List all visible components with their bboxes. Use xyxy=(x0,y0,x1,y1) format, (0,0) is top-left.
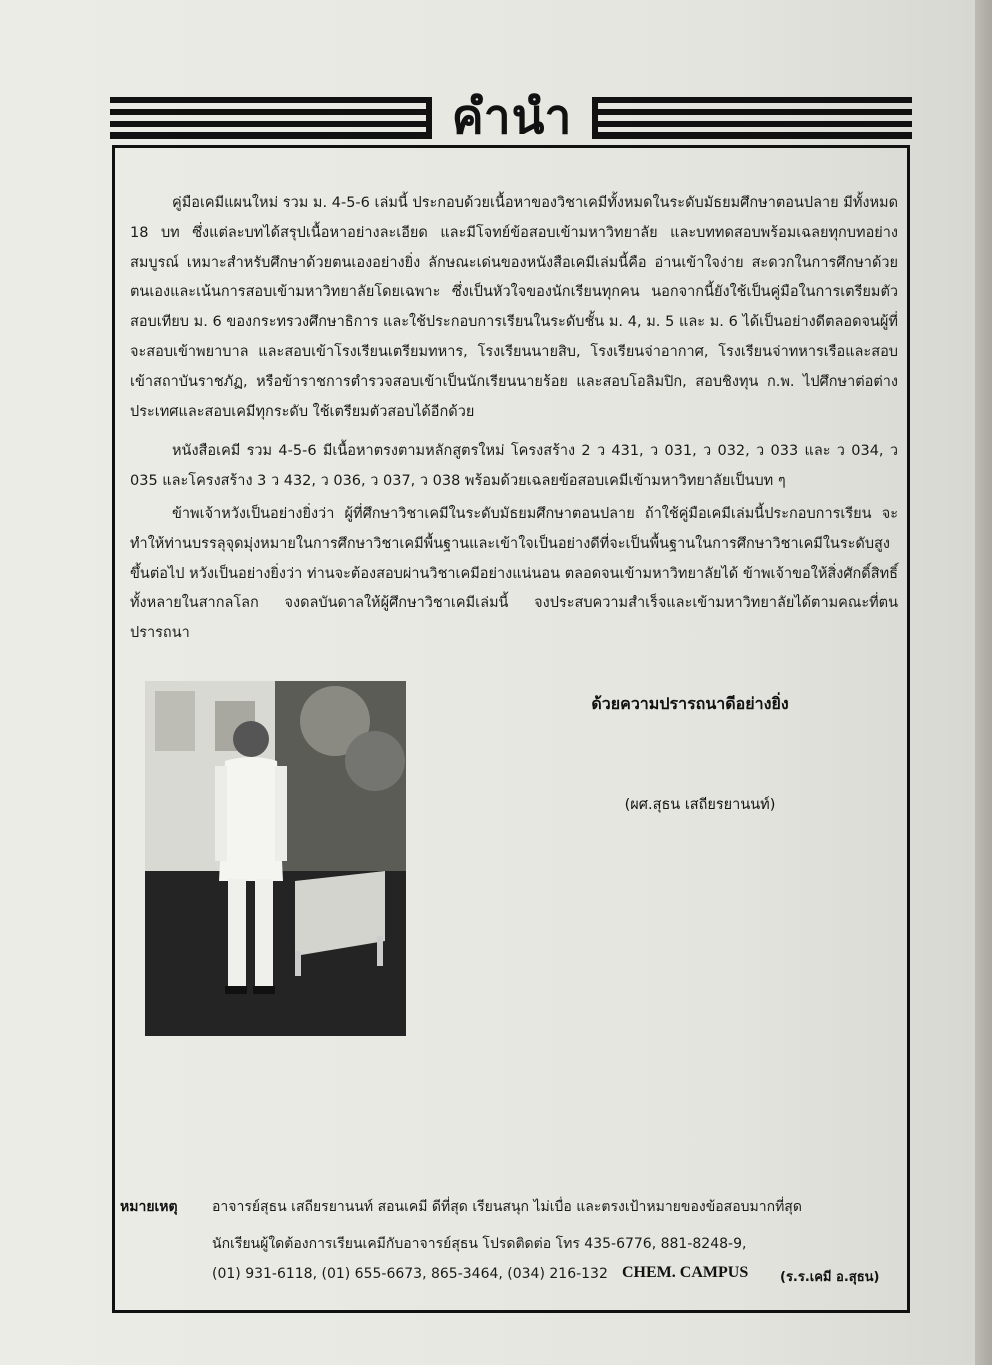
title-stripes-right xyxy=(592,97,912,139)
note-label: หมายเหตุ xyxy=(120,1199,178,1215)
page-edge xyxy=(975,0,992,1365)
note-line-1: อาจารย์สุธน เสถียรยานนท์ สอนเคมี ดีที่สุด เรียนสนุก ไม่เบื่อ และตรงเป้าหมายของข้อสอบมากที่สุด xyxy=(212,1199,802,1215)
intro-paragraph-3: ข้าพเจ้าหวังเป็นอย่างยิ่งว่า ผู้ที่ศึกษาวิชาเคมีในระดับมัธยมศึกษาตอนปลาย ถ้าใช้คู่มือเคมีเล่มนี้ประกอบการเรียน จะทำให้ท่านบรรลุจุดมุ่งหมายในการศึกษาวิชาเคมีพื้นฐานและเข้าใจเป็นอย่างดีที่จะเป็นพื้นฐานในการศึกษาวิชาเคมีในระดับสูงขึ้นต่อไป หวังเป็นอย่างยิ่งว่า ท่านจะต้องสอบผ่านวิชาเคมีอย่างแน่นอน ตลอดจนเข้ามหาวิทยาลัยได้ ข้าพเจ้าขอให้สิ่งศักดิ์สิทธิ์ทั้งหลายในสากลโลก จงดลบันดาลให้ผู้ศึกษาวิชาเคมีเล่มนี้ จงประสบความสำเร็จและเข้ามหาวิทยาลัยได้ตามคณะที่ตนปรารถนา xyxy=(130,506,898,642)
note-line-2: นักเรียนผู้ใดต้องการเรียนเคมีกับอาจารย์สุธน โปรดติดต่อ โทร 435-6776, 881-8248-9, xyxy=(212,1236,747,1252)
closing-phrase: ด้วยความปรารถนาดีอย่างยิ่ง xyxy=(591,694,789,713)
title-stripes-left xyxy=(110,97,432,139)
title-bracket-right xyxy=(592,97,598,139)
intro-paragraph-2: หนังสือเคมี รวม 4-5-6 มีเนื้อหาตรงตามหลักสูตรใหม่ โครงสร้าง 2 ว 431, ว 031, ว 032, ว 033 และ ว 034, ว 035 และโครงสร้าง 3 ว 432, ว 036, ว 037, ว 038 พร้อมด้วยเฉลยข้อสอบเคมีเข้ามหาวิทยาลัยเป็นบท ๆ xyxy=(130,443,898,489)
page-title: คำนำ xyxy=(451,89,573,145)
note-line-3: (01) 931-6118, (01) 655-6673, 865-3464, (034) 216-132 xyxy=(212,1266,608,1282)
brand-subtitle: (ร.ร.เคมี อ.สุธน) xyxy=(780,1270,880,1285)
brand-name: CHEM. CAMPUS xyxy=(622,1264,749,1281)
author-signature: (ผศ.สุธน เสถียรยานนท์) xyxy=(624,797,776,813)
intro-paragraph-1: คู่มือเคมีแผนใหม่ รวม ม. 4-5-6 เล่มนี้ ประกอบด้วยเนื้อหาของวิชาเคมีทั้งหมดในระดับมัธยมศึกษาตอนปลาย มีทั้งหมด 18 บท ซึ่งแต่ละบทได้สรุปเนื้อหาอย่างละเอียด และมีโจทย์ข้อสอบเข้ามหาวิทยาลัย และบททดสอบพร้อมเฉลยทุกบทอย่างสมบูรณ์ เหมาะสำหรับศึกษาด้วยตนเองอย่างยิ่ง ลักษณะเด่นของหนังสือเคมีเล่มนี้คือ อ่านเข้าใจง่าย สะดวกในการศึกษาด้วยตนเองและเน้นการสอบเข้ามหาวิทยาลัยโดยเฉพาะ ซึ่งเป็นหัวใจของนักเรียนทุกคน นอกจากนี้ยังใช้เป็นคู่มือในการเตรียมตัวสอบเทียบ ม. 6 ของกระทรวงศึกษาธิการ และใช้ประกอบการเรียนในระดับชั้น ม. 4, ม. 5 และ ม. 6 ได้เป็นอย่างดีตลอดจนผู้ที่จะสอบเข้าพยาบาล และสอบเข้าโรงเรียนเตรียมทหาร, โรงเรียนนายสิบ, โรงเรียนจ่าอากาศ, โรงเรียนจ่าทหารเรือและสอบเข้าสถาบันราชภัฏ, หรือข้าราชการตำรวจสอบเข้าเป็นนักเรียนนายร้อย และสอบโอลิมปิก, สอบชิงทุน ก.พ. ไปศึกษาต่อต่างประเทศและสอบเคมีทุกระดับ ใช้เตรียมตัวสอบได้อีกด้วย xyxy=(130,195,898,420)
author-photo xyxy=(145,681,406,1036)
